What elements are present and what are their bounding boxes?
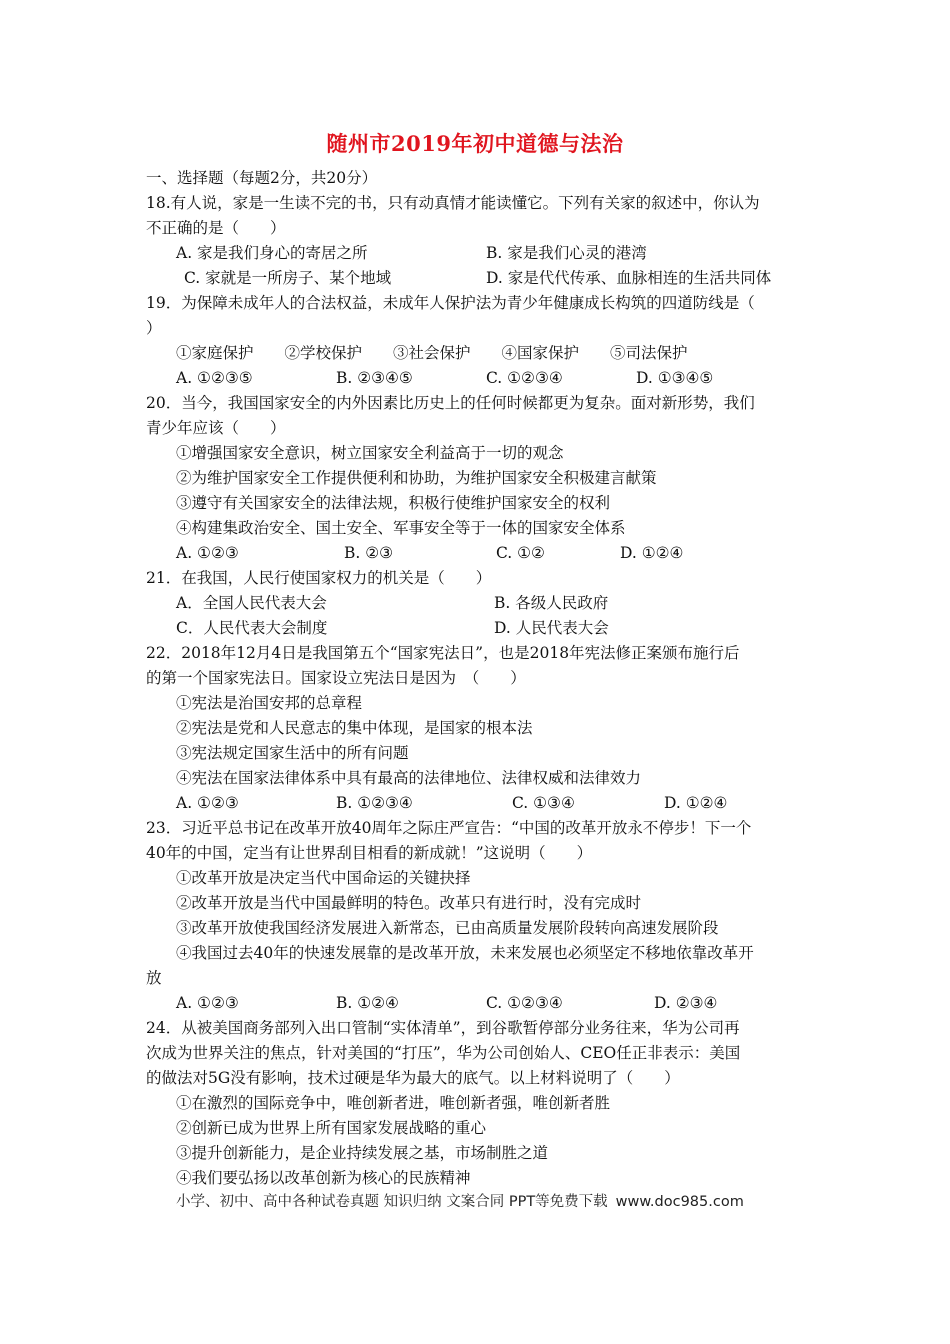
q20-statement-2: ②为维护国家安全工作提供便利和协助，为维护国家安全积极建言献策 bbox=[176, 469, 657, 487]
q20-stem-line2: 青少年应该（ ） bbox=[146, 419, 286, 437]
q23-statement-3: ③改革开放使我国经济发展进入新常态，已由高质量发展阶段转向高速发展阶段 bbox=[176, 919, 719, 937]
q18-stem-line1: 18.有人说，家是一生读不完的书，只有动真情才能读懂它。下列有关家的叙述中，你认为 bbox=[146, 194, 760, 212]
q23-stem-line1: 23．习近平总书记在改革开放40周年之际庄严宣告：“中国的改革开放永不停步！下一个 bbox=[146, 819, 752, 837]
q20-option-b: B. ②③ bbox=[344, 544, 394, 562]
q23-option-d: D. ②③④ bbox=[654, 994, 718, 1012]
q21-option-b: B. 各级人民政府 bbox=[494, 594, 609, 612]
q23-option-c: C. ①②③④ bbox=[486, 994, 563, 1012]
q21-option-a: A．全国人民代表大会 bbox=[176, 594, 327, 612]
q19-option-d: D. ①③④⑤ bbox=[636, 369, 714, 387]
q23-statement-2: ②改革开放是当代中国最鲜明的特色。改革只有进行时，没有完成时 bbox=[176, 894, 642, 912]
q23-option-b: B. ①②④ bbox=[336, 994, 399, 1012]
q22-option-b: B. ①②③④ bbox=[336, 794, 413, 812]
q20-option-d: D. ①②④ bbox=[620, 544, 684, 562]
q19-option-c: C. ①②③④ bbox=[486, 369, 563, 387]
q21-stem: 21．在我国，人民行使国家权力的机关是（ ） bbox=[146, 569, 492, 587]
q20-statement-3: ③遵守有关国家安全的法律法规，积极行使维护国家安全的权利 bbox=[176, 494, 611, 512]
q19-stem-line1: 19．为保障未成年人的合法权益，未成年人保护法为青少年健康成长构筑的四道防线是（ bbox=[146, 294, 755, 312]
q23-statement-4: ④我国过去40年的快速发展靠的是改革开放，未来发展也必须坚定不移地依靠改革开 bbox=[176, 944, 754, 962]
q24-statement-2: ②创新已成为世界上所有国家发展战略的重心 bbox=[176, 1119, 487, 1137]
q19-option-a: A. ①②③⑤ bbox=[176, 369, 253, 387]
q20-statement-4: ④构建集政治安全、国土安全、军事安全等于一体的国家安全体系 bbox=[176, 519, 626, 537]
q22-statement-2: ②宪法是党和人民意志的集中体现，是国家的根本法 bbox=[176, 719, 533, 737]
q22-statement-4: ④宪法在国家法律体系中具有最高的法律地位、法律权威和法律效力 bbox=[176, 769, 642, 787]
q22-stem-line1: 22．2018年12月4日是我国第五个“国家宪法日”，也是2018年宪法修正案颁布施行后 bbox=[146, 644, 740, 662]
q18-option-b: B. 家是我们心灵的港湾 bbox=[486, 244, 647, 262]
q18-option-d: D. 家是代代传承、血脉相连的生活共同体 bbox=[486, 269, 772, 287]
page-title: 随州市2019年初中道德与法治 bbox=[326, 131, 624, 156]
q24-stem-line2: 次成为世界关注的焦点，针对美国的“打压”，华为公司创始人、CEO任正非表示：美国 bbox=[146, 1044, 741, 1062]
q24-stem-line3: 的做法对5G没有影响，技术过硬是华为最大的底气。以上材料说明了（ ） bbox=[146, 1069, 680, 1087]
q22-option-c: C. ①③④ bbox=[512, 794, 575, 812]
q22-option-d: D. ①②④ bbox=[664, 794, 728, 812]
q18-stem-line2: 不正确的是（ ） bbox=[146, 219, 286, 237]
footer-text: 小学、初中、高中各种试卷真题 知识归纳 文案合同 PPT等免费下载 bbox=[176, 1194, 608, 1210]
q24-statement-1: ①在激烈的国际竞争中，唯创新者进，唯创新者强，唯创新者胜 bbox=[176, 1094, 611, 1112]
q22-statement-3: ③宪法规定国家生活中的所有问题 bbox=[176, 744, 409, 762]
q24-statement-3: ③提升创新能力，是企业持续发展之基，市场制胜之道 bbox=[176, 1144, 549, 1162]
q24-statement-4: ④我们要弘扬以改革创新为核心的民族精神 bbox=[176, 1169, 471, 1187]
section-heading: 一、选择题（每题2分，共20分） bbox=[146, 169, 378, 187]
q22-option-a: A. ①②③ bbox=[176, 794, 239, 812]
q23-option-a: A. ①②③ bbox=[176, 994, 239, 1012]
q23-statement-1: ①改革开放是决定当代中国命运的关键抉择 bbox=[176, 869, 471, 887]
q19-option-b: B. ②③④⑤ bbox=[336, 369, 413, 387]
q22-stem-line2: 的第一个国家宪法日。国家设立宪法日是因为 （ ） bbox=[146, 669, 526, 687]
q19-items: ①家庭保护 ②学校保护 ③社会保护 ④国家保护 ⑤司法保护 bbox=[176, 344, 688, 362]
q23-statement-4-cont: 放 bbox=[146, 969, 162, 987]
q20-stem-line1: 20．当今，我国国家安全的内外因素比历史上的任何时候都更为复杂。面对新形势，我们 bbox=[146, 394, 755, 412]
q18-option-a: A. 家是我们身心的寄居之所 bbox=[176, 244, 368, 262]
q21-option-d: D. 人民代表大会 bbox=[494, 619, 609, 637]
q20-option-a: A. ①②③ bbox=[176, 544, 239, 562]
footer bbox=[176, 1190, 744, 1211]
q23-stem-line2: 40年的中国，定当有让世界刮目相看的新成就！”这说明（ ） bbox=[146, 844, 593, 862]
q19-stem-line2: ） bbox=[146, 319, 162, 337]
q24-stem-line1: 24．从被美国商务部列入出口管制“实体清单”，到谷歌暂停部分业务往来，华为公司再 bbox=[146, 1019, 740, 1037]
q21-option-c: C．人民代表大会制度 bbox=[176, 619, 328, 637]
q22-statement-1: ①宪法是治国安邦的总章程 bbox=[176, 694, 363, 712]
q18-option-c: C. 家就是一所房子、某个地域 bbox=[184, 269, 392, 287]
q20-statement-1: ①增强国家安全意识，树立国家安全利益高于一切的观念 bbox=[176, 444, 564, 462]
q20-option-c: C. ①② bbox=[496, 544, 545, 562]
footer-link[interactable]: www.doc985.com bbox=[615, 1194, 744, 1210]
